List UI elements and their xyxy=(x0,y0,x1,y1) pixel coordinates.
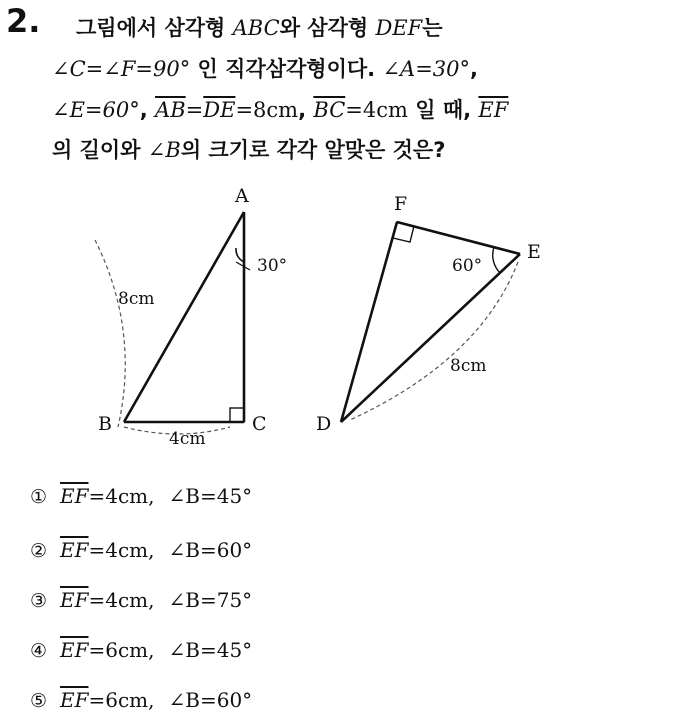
choice-angle: ∠B=45° xyxy=(168,484,253,508)
q-text: 는 xyxy=(422,16,443,40)
q-text: , xyxy=(298,98,314,122)
vertex-b-label: B xyxy=(98,413,112,435)
side-ab xyxy=(124,212,244,422)
choice-length: =4cm, xyxy=(88,538,155,562)
segment-ef: $\overline{EF}$ xyxy=(478,98,509,122)
choice-mark: ① xyxy=(30,486,48,508)
q-text: 의 크기로 각각 알맞은 것은? xyxy=(180,138,446,162)
angle-e-arc xyxy=(493,247,500,273)
choice-length: =4cm, xyxy=(88,484,155,508)
triangle-figure xyxy=(0,180,675,470)
right-angle-mark-c xyxy=(230,408,244,422)
angle-b-label: ∠B xyxy=(147,138,181,162)
angle-a-condition: ∠A=30° xyxy=(382,57,471,81)
question-line-1 xyxy=(76,12,443,42)
choice-mark: ⑤ xyxy=(30,690,48,712)
q-text: , xyxy=(139,98,156,122)
question-line-3 xyxy=(52,94,508,124)
triangle-def-label: DEF xyxy=(375,16,423,40)
choice-3[interactable] xyxy=(30,588,252,612)
question-number: 2. xyxy=(6,2,41,40)
q-text: 와 삼각형 xyxy=(279,16,376,40)
side-fe xyxy=(397,222,520,254)
vertex-c-label: C xyxy=(252,413,267,435)
vertex-a-label: A xyxy=(235,185,249,207)
vertex-d-label: D xyxy=(316,413,332,435)
choice-1[interactable] xyxy=(30,484,252,508)
choice-angle: ∠B=45° xyxy=(168,638,253,662)
side-de-length: 8cm xyxy=(450,356,487,376)
choice-segment: $\overline{EF}$ xyxy=(60,638,89,662)
question-line-2 xyxy=(52,53,478,83)
right-angle-condition: ∠C=∠F=90° xyxy=(52,57,191,81)
choice-segment: $\overline{EF}$ xyxy=(60,588,89,612)
segment-ab: $\overline{AB}$ xyxy=(155,98,186,122)
choice-segment: $\overline{EF}$ xyxy=(60,484,89,508)
length-value: =8cm xyxy=(235,98,299,122)
side-bc-length: 4cm xyxy=(169,429,206,449)
segment-bc: $\overline{BC}$ xyxy=(313,98,346,122)
vertex-f-label: F xyxy=(394,193,408,215)
choice-5[interactable] xyxy=(30,688,252,712)
side-de xyxy=(341,254,520,422)
angle-e-value: 60° xyxy=(452,256,483,276)
q-text: 일 때, xyxy=(407,98,479,122)
choice-4[interactable] xyxy=(30,638,252,662)
choice-mark: ② xyxy=(30,540,48,562)
side-fd xyxy=(341,222,397,422)
choice-mark: ④ xyxy=(30,640,48,662)
q-text: , xyxy=(470,57,479,81)
q-text: 그림에서 삼각형 xyxy=(76,16,233,40)
question-line-4 xyxy=(52,134,445,164)
q-text: = xyxy=(185,98,204,122)
choice-length: =6cm, xyxy=(88,688,155,712)
de-dashed-arc xyxy=(350,262,518,420)
choice-angle: ∠B=60° xyxy=(168,688,253,712)
choice-mark: ③ xyxy=(30,590,48,612)
ab-dashed-arc xyxy=(95,240,125,427)
side-ab-length: 8cm xyxy=(118,289,155,309)
triangle-abc-label: ABC xyxy=(232,16,280,40)
q-text: 인 직각삼각형이다. xyxy=(190,57,383,81)
choice-2[interactable] xyxy=(30,538,252,562)
length-value: =4cm xyxy=(345,98,408,122)
choice-segment: $\overline{EF}$ xyxy=(60,688,89,712)
choice-length: =4cm, xyxy=(88,588,155,612)
choice-segment: $\overline{EF}$ xyxy=(60,538,89,562)
segment-de: $\overline{DE}$ xyxy=(203,98,236,122)
q-text: 의 길이와 xyxy=(52,138,148,162)
angle-a-value: 30° xyxy=(257,256,288,276)
choice-length: =6cm, xyxy=(88,638,155,662)
vertex-e-label: E xyxy=(527,241,541,263)
choice-angle: ∠B=60° xyxy=(168,538,253,562)
angle-e-condition: ∠E=60° xyxy=(52,98,140,122)
choice-angle: ∠B=75° xyxy=(168,588,253,612)
